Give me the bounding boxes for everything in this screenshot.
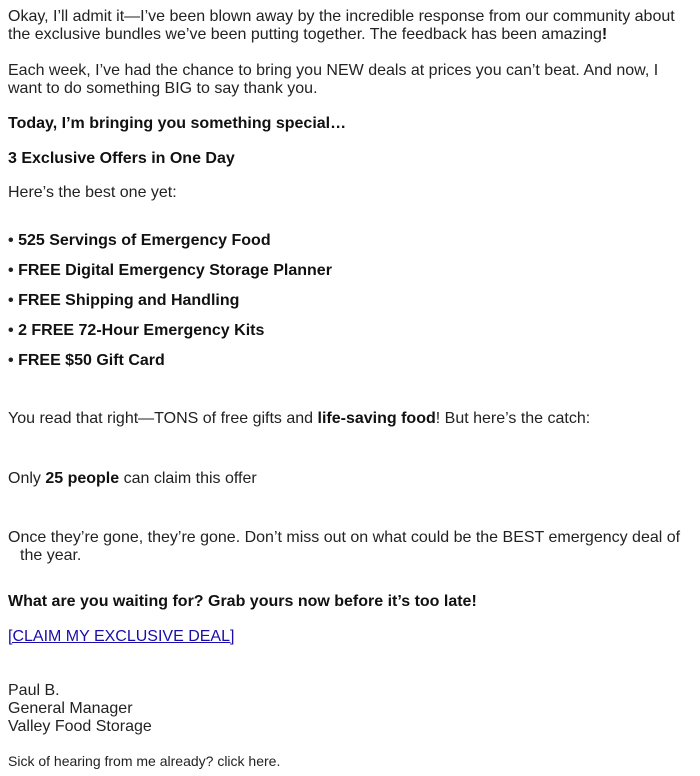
bullet-label: 2 FREE 72-Hour Emergency Kits <box>18 322 265 339</box>
intro-line-1: Okay, I’ll admit it—I’ve been blown away by the incredible response from our community about <box>8 8 675 25</box>
read-right-text <box>8 410 590 428</box>
bullet-label: FREE Digital Emergency Storage Planner <box>18 262 332 279</box>
intro-line-2 <box>8 26 607 44</box>
bullet-dot: • <box>8 322 14 339</box>
waiting-heading: What are you waiting for? Grab yours now before it’s too late! <box>8 593 477 610</box>
only-a: Only <box>8 470 46 487</box>
bullet-dot: • <box>8 232 14 249</box>
bullet-item <box>8 262 332 280</box>
unsubscribe-text[interactable]: Sick of hearing from me already? click here. <box>8 753 281 769</box>
bullet-item <box>8 292 239 310</box>
only-bold: 25 people <box>45 470 120 487</box>
offers-heading: 3 Exclusive Offers in One Day <box>8 150 235 167</box>
best-one-text: Here’s the best one yet: <box>8 184 177 201</box>
bullet-label: FREE $50 Gift Card <box>18 352 165 369</box>
bullet-item <box>8 322 264 340</box>
weekly-line-1: Each week, I’ve had the chance to bring you NEW deals at prices you can’t beat. And now, I <box>8 62 659 79</box>
bullet-dot: • <box>8 262 14 279</box>
bullet-dot: • <box>8 352 14 369</box>
read-right-a: You read that right—TONS of free gifts and <box>8 410 318 427</box>
signature-company: Valley Food Storage <box>8 718 152 735</box>
intro-exclamation: ! <box>601 26 608 43</box>
cta-line <box>8 628 234 646</box>
special-heading: Today, I’m bringing you something special… <box>8 115 347 132</box>
gone-line-1: Once they’re gone, they’re gone. Don’t miss out on what could be the BEST emergency deal of <box>8 529 681 546</box>
bullet-item <box>8 232 271 250</box>
signature-name: Paul B. <box>8 682 60 699</box>
only-c: can claim this offer <box>119 470 257 487</box>
intro-line-2-text: the exclusive bundles we’ve been putting together. The feedback has been amazing <box>8 26 602 43</box>
signature-title: General Manager <box>8 700 133 717</box>
read-right-bold: life-saving food <box>317 410 436 427</box>
weekly-line-2: want to do something BIG to say thank you. <box>8 80 318 97</box>
bullet-dot: • <box>8 292 14 309</box>
gone-line-2: the year. <box>20 547 82 564</box>
only-text <box>8 470 257 488</box>
bullet-label: FREE Shipping and Handling <box>18 292 240 309</box>
read-right-c: ! But here’s the catch: <box>435 410 591 427</box>
bullet-label: 525 Servings of Emergency Food <box>18 232 271 249</box>
bullet-item <box>8 352 165 370</box>
claim-deal-link[interactable]: [CLAIM MY EXCLUSIVE DEAL] <box>8 628 235 645</box>
